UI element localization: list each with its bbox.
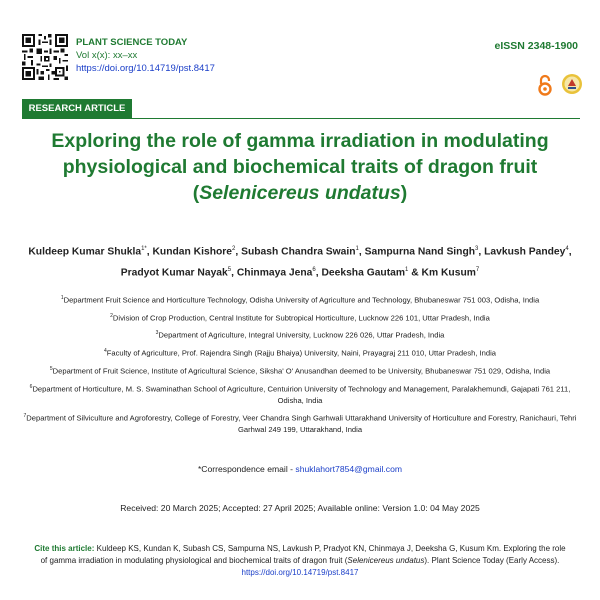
affiliation-item (22, 311, 578, 324)
author-name: Km Kusum (421, 267, 476, 279)
citation-species: Selenicereus undatus (347, 556, 425, 565)
affiliation-text: Faculty of Agriculture, Prof. Rajendra Singh (Rajju Bhaiya) University, Naini, Prayagraj 211 010, Uttar Pradesh, India (106, 348, 497, 358)
journal-header (76, 36, 215, 75)
author-separator: , (231, 267, 237, 279)
affiliation-number: 7 (23, 412, 27, 419)
journal-volume: Vol x(x): xx–xx (76, 50, 138, 61)
author-name: Sampurna Nand Singh (364, 246, 476, 258)
author-affil-mark: 1 (355, 246, 359, 252)
eissn-label: eISSN 2348-1900 (494, 40, 578, 52)
affiliation-text: Department of Horticulture, M. S. Swaminathan School of Agriculture, Centuirion University of Technology and Management, Paralakhemundi, Gajapati 761 211, Odisha, India (32, 384, 571, 405)
author-line-1 (20, 240, 580, 261)
citation-text-end: ). Plant Science Today (Early Access). (424, 556, 560, 565)
affiliation-list (22, 293, 578, 440)
qr-code-icon (22, 34, 68, 80)
author-affil-mark: 3 (475, 246, 479, 252)
citation-block (30, 543, 570, 579)
title-species: Selenicereus undatus (199, 182, 401, 204)
author-line-2 (20, 261, 580, 282)
affiliation-text: Division of Crop Production, Central Institute for Subtropical Horticulture, Lucknow 226 101, Uttar Pradesh, India (112, 313, 490, 323)
title-line-1: Exploring the role of gamma irradiation in modulating (51, 130, 549, 152)
author-separator: , (146, 246, 153, 258)
affiliation-number: 4 (103, 348, 107, 355)
author-affil-mark: 2 (232, 246, 236, 252)
author-affil-mark: 5 (227, 267, 232, 274)
affiliation-number: 5 (49, 365, 53, 372)
title-line-2: physiological and biochemical traits of dragon fruit (62, 156, 538, 178)
author-separator: , (235, 246, 242, 258)
article-dates: Received: 20 March 2025; Accepted: 27 April 2025; Available online: Version 1.0: 04 May 2025 (120, 503, 480, 513)
affiliation-item (22, 364, 578, 377)
author-affil-mark: 6 (312, 267, 316, 274)
author-separator: & (408, 267, 422, 279)
affiliation-item (22, 293, 578, 306)
author-name: Lavkush Pandey (484, 246, 566, 258)
affiliation-text: Department of Silviculture and Agroforestry, College of Forestry, Veer Chandra Singh Garhwali Uttarakhand University of Horticulture and Forestry, Ranichauri, Tehri Garhwal 249 199, Uttarakhand, India (26, 413, 577, 435)
journal-doi-link[interactable]: https://doi.org/10.14719/pst.8417 (76, 63, 215, 74)
author-name: Deeksha Gautam (321, 267, 406, 279)
correspondence (20, 464, 580, 474)
author-affil-mark: 1* (141, 246, 147, 252)
journal-name: PLANT SCIENCE TODAY (76, 37, 188, 48)
author-affil-mark: 7 (475, 267, 480, 274)
title-line-3 (20, 180, 580, 206)
author-separator: , (315, 267, 322, 279)
author-list (20, 240, 580, 283)
affiliation-item (22, 382, 578, 407)
affiliation-item (22, 328, 578, 341)
citation-label: Cite this article: (34, 544, 95, 553)
affiliation-number: 6 (29, 383, 33, 390)
affiliation-number: 1 (60, 295, 64, 301)
correspondence-label: *Correspondence email - (197, 464, 296, 474)
author-affil-mark: 1 (405, 267, 409, 274)
author-separator: , (358, 246, 365, 258)
affiliation-number: 2 (110, 312, 113, 319)
author-name: Kuldeep Kumar Shukla (28, 246, 142, 258)
citation-doi-link[interactable]: https://doi.org/10.14719/pst.8417 (241, 568, 359, 577)
affiliation-item (22, 346, 578, 359)
seal-icon (561, 73, 583, 95)
title-paren-close: ) (400, 182, 408, 204)
open-access-icon (537, 74, 553, 96)
title-paren-open: ( (192, 182, 200, 204)
affiliation-number: 3 (155, 330, 159, 337)
author-separator: , (478, 246, 485, 258)
author-name: Pradyot Kumar Nayak (120, 267, 228, 279)
author-name: Kundan Kishore (152, 246, 233, 258)
article-type-badge: RESEARCH ARTICLE (22, 99, 132, 119)
affiliation-text: Department of Fruit Science, Institute of Agricultural Science, Siksha' O' Anusandhan deemed to be University, Bhubaneswar 751 029, Odisha, India (52, 366, 551, 376)
author-separator: , (568, 246, 572, 258)
article-title (20, 128, 580, 206)
author-affil-mark: 4 (565, 246, 569, 252)
citation-text: Kuldeep KS, Kundan K, Subash CS, Sampurna NS, Lavkush P, Pradyot KN, Chinmaya J, Deeksha G, Kusum Km. Exploring the role of gamma irradiation in modulating physiological and biochemical traits of dragon fruit ( (40, 544, 566, 565)
affiliation-text: Department of Agriculture, Integral University, Lucknow 226 026, Uttar Pradesh, India (158, 330, 445, 340)
header-divider (132, 118, 580, 119)
author-name: Subash Chandra Swain (241, 246, 356, 258)
affiliation-item (22, 411, 578, 436)
author-name: Chinmaya Jena (236, 267, 313, 279)
correspondence-email-link[interactable]: shuklahort7854@gmail.com (295, 464, 403, 474)
affiliation-text: Department Fruit Science and Horticulture Technology, Odisha University of Agriculture and Technology, Bhubaneswar 751 003, Odisha, India (63, 295, 540, 305)
